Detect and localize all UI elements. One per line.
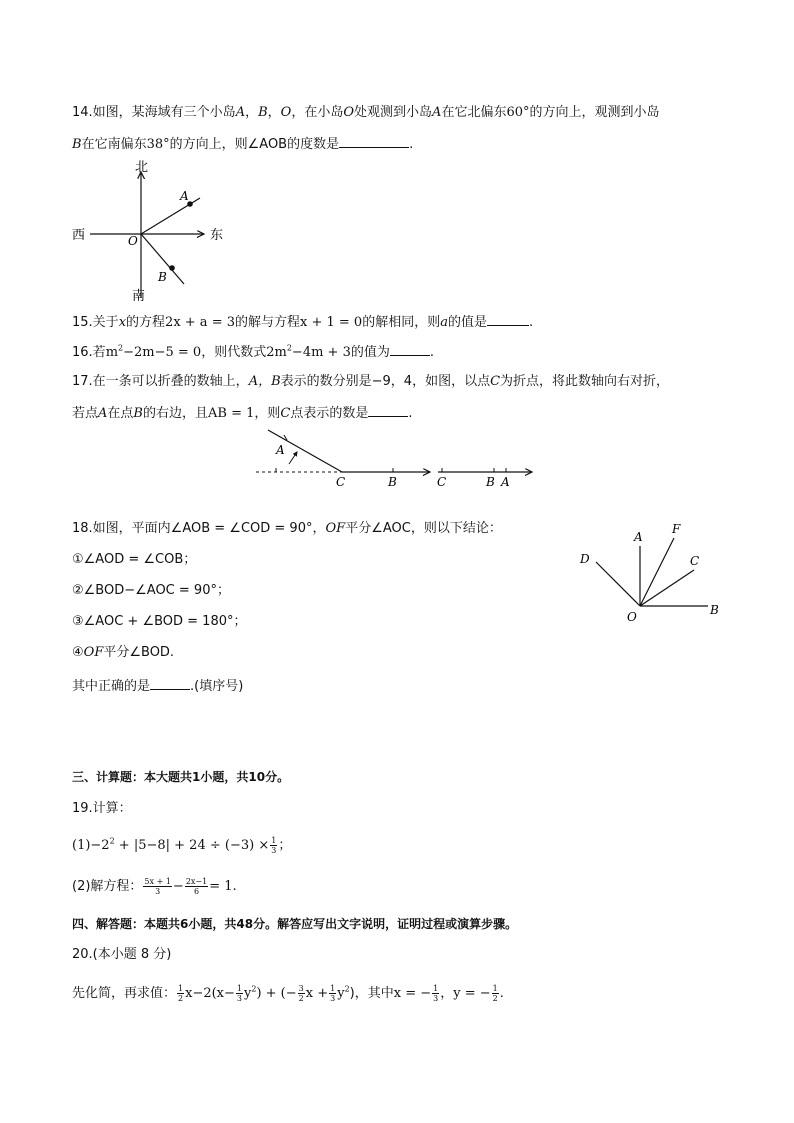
answer-blank[interactable]: [339, 134, 409, 148]
section-4-heading: 四、解答题：本题共6小题，共48分。解答应写出文字说明，证明过程或演算步骤。: [72, 917, 518, 931]
fraction: $\frac{1}{2}$: [178, 984, 184, 1003]
q17-folding-number-line-figure: [250, 426, 540, 492]
q18-option-2: ②∠BOD−∠AOC = 90°；: [72, 583, 230, 598]
label-A: A: [276, 443, 285, 457]
label-A: A: [634, 530, 643, 544]
q19-title: 19.计算：: [72, 801, 132, 816]
fraction: $\frac{3}{2}$: [298, 984, 304, 1003]
ray-OC: [640, 570, 694, 606]
label-B: B: [710, 603, 719, 617]
answer-blank[interactable]: [368, 403, 408, 417]
label-B: B: [388, 475, 397, 489]
q19-part-2: (2)解方程： $\frac{5x + 1}{3}$ − $\frac{2x-1}{6}$ = 1.: [72, 877, 237, 896]
label-A: A: [180, 189, 189, 203]
fraction: $\frac{1}{3}$: [271, 836, 277, 855]
section-3-heading: 三、计算题：本大题共1小题，共10分。: [72, 770, 290, 784]
q18-option-4: ④OF平分∠BOD.: [72, 645, 175, 660]
label-F: F: [672, 522, 681, 536]
answer-blank[interactable]: [487, 312, 529, 326]
fraction: $\frac{1}{2}$: [492, 984, 498, 1003]
answer-blank[interactable]: [390, 342, 430, 356]
label-O: O: [128, 234, 138, 248]
q18-option-3: ③∠AOC + ∠BOD = 180°；: [72, 614, 247, 629]
fraction: $\frac{1}{3}$: [236, 984, 242, 1003]
label-north: 北: [135, 160, 149, 175]
q17-line-2: 若点A在点B的右边，且AB = 1，则C点表示的数是 .: [72, 403, 413, 423]
label-A2: A: [501, 475, 510, 489]
fraction: $\frac{5x + 1}{3}$: [144, 877, 171, 896]
q18-angle-figure: [572, 518, 732, 628]
q20-title: 20.(本小题 8 分): [72, 947, 172, 962]
label-south: 南: [132, 289, 146, 304]
label-west: 西: [72, 228, 86, 243]
q16-line: 16.若$m^2-2m-5 = 0$，则代数式$2m^2-4m + 3$的值为 .: [72, 343, 434, 360]
label-B: B: [158, 270, 167, 284]
q17-line-1: 17.在一条可以折叠的数轴上，A，B表示的数分别是−9，4，如图，以点C为折点，将此数轴向右对折，: [72, 374, 670, 389]
label-B2: B: [486, 475, 495, 489]
point-B: [169, 265, 175, 271]
fraction: $\frac{2x-1}{6}$: [185, 877, 208, 896]
q14-compass-figure: [68, 158, 238, 304]
q14-line-2: B在它南偏东38°的方向上，则∠AOB的度数是 .: [72, 134, 413, 154]
label-O: O: [627, 610, 637, 624]
q18-answer-line: 其中正确的是 .(填序号): [72, 676, 243, 696]
q15-line: 15.关于x的方程2x + a = 3的解与方程x + 1 = 0的解相同，则a的值是 .: [72, 312, 533, 332]
q19-part-1: $(1)-2^2 + |5-8| + 24 \div (-3)$ × $\frac{1}{3}$ ；: [72, 836, 292, 855]
label-D: D: [580, 552, 590, 566]
q18-option-1: ①∠AOD = ∠COB；: [72, 552, 197, 567]
q14-line-1: 14.如图，某海域有三个小岛A，B，O，在小岛O处观测到小岛A在它北偏东60°的方向上，观测到小岛: [72, 105, 660, 120]
ray-OD: [596, 562, 640, 606]
label-C: C: [690, 554, 700, 568]
answer-blank[interactable]: [150, 676, 190, 690]
q18-line-1: 18.如图，平面内∠AOB = ∠COD = 90°，OF平分∠AOC，则以下结论：: [72, 521, 502, 536]
ray-OF: [640, 538, 674, 606]
q20-expression: 先化简，再求值： $\frac{1}{2}$ x−2(x− $\frac{1}{3}$ $y^2$) + (− $\frac{3}{2}$ x + $\frac{1}{3}$ $y^2$)，其中x = − $\frac{1}{3}$ ，y = − $\frac{1}{2}$ .: [72, 984, 504, 1003]
label-C2: C: [437, 475, 447, 489]
fold-direction-arrow: [289, 452, 297, 464]
fraction: $\frac{1}{3}$: [433, 984, 439, 1003]
label-C: C: [336, 475, 346, 489]
label-east: 东: [210, 228, 224, 243]
fraction: $\frac{1}{3}$: [330, 984, 336, 1003]
